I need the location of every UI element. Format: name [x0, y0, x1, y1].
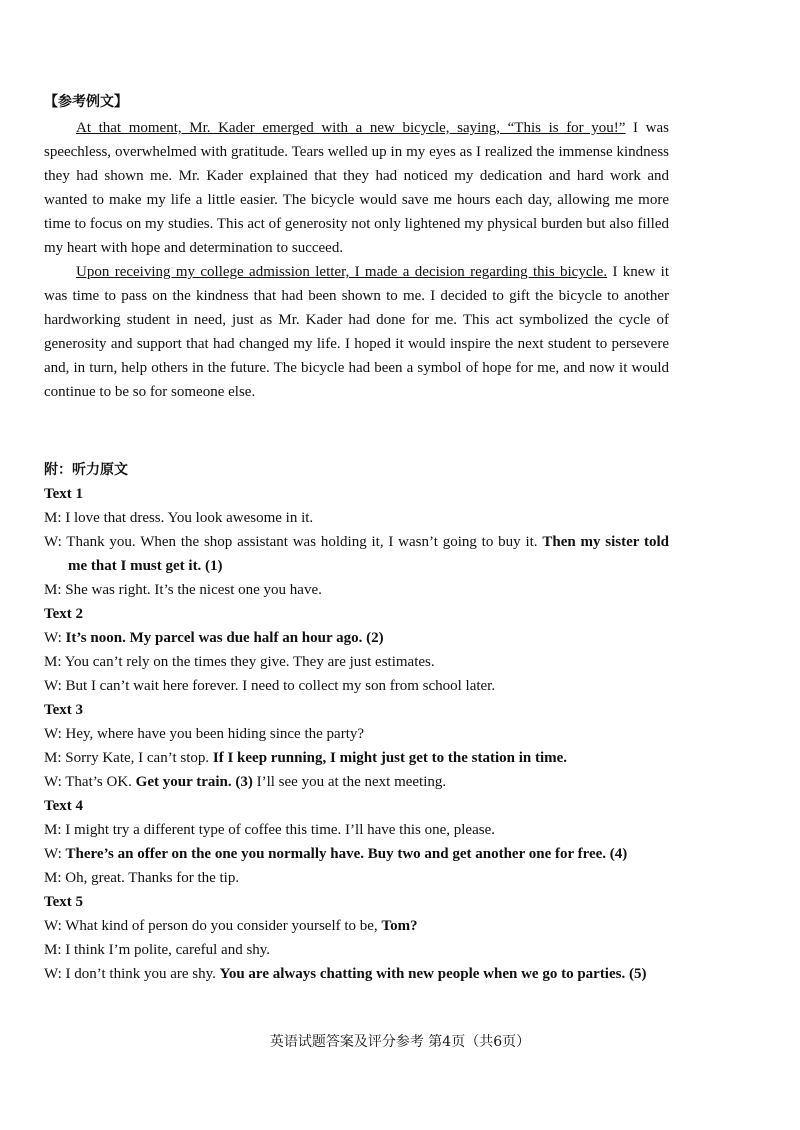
- dialogue-text: M: Sorry Kate, I can’t stop.: [44, 750, 213, 766]
- paragraph-1-body: I was speechless, overwhelmed with gratitude. Tears welled up in my eyes as I realized the immense kindness they had shown me. Mr. Kader explained that they had noticed my dedication and hard work and wanted to make my life a little easier. The bicycle would save me hours each day, allowing me more time to focus on my studies. This act of generosity not only lightened my physical burden but also filled my heart with hope and determination to succeed.: [44, 120, 669, 256]
- dialogue-text: W: What kind of person do you consider yourself to be,: [44, 918, 382, 934]
- dialogue-text: W: I don’t think you are shy.: [44, 966, 220, 982]
- answer-key-text: Get your train. (3): [135, 774, 253, 790]
- dialogue-line: [44, 770, 669, 794]
- dialogue-line: [44, 626, 669, 650]
- dialogue-line: [44, 530, 669, 578]
- dialogue-line: M: She was right. It’s the nicest one you have.: [44, 582, 322, 598]
- dialogue-text: W:: [44, 630, 66, 646]
- essay-paragraph-1: [44, 116, 669, 260]
- answer-key-text: You are always chatting with new people when we go to parties. (5): [219, 966, 647, 982]
- paragraph-1-opening: At that moment, Mr. Kader emerged with a new bicycle, saying, “This is for you!”: [76, 120, 626, 136]
- dialogue-line: W: Hey, where have you been hiding since the party?: [44, 726, 365, 742]
- text-3-label: Text 3: [44, 702, 84, 718]
- text-5-label: Text 5: [44, 894, 84, 910]
- key-sentence-text: Tom?: [381, 918, 418, 934]
- answer-key-text: There’s an offer on the one you normally have. Buy two and get another one for free. (4): [65, 846, 628, 862]
- text-2-label: Text 2: [44, 606, 84, 622]
- dialogue-text: I’ll see you at the next meeting.: [252, 774, 447, 790]
- dialogue-line: W: But I can’t wait here forever. I need to collect my son from school later.: [44, 678, 496, 694]
- dialogue-text: W: Thank you. When the shop assistant was holding it, I wasn’t going to buy it.: [44, 534, 543, 550]
- text-4-label: Text 4: [44, 798, 84, 814]
- transcript-title: 附：听力原文: [44, 462, 128, 478]
- key-sentence-text: If I keep running, I might just get to the station in time.: [212, 750, 568, 766]
- essay-paragraph-2: [44, 260, 669, 404]
- dialogue-line: M: I think I’m polite, careful and shy.: [44, 942, 271, 958]
- listening-transcript: [44, 458, 669, 986]
- paragraph-2-opening: Upon receiving my college admission letter, I made a decision regarding this bicycle.: [76, 264, 608, 280]
- dialogue-line: M: You can’t rely on the times they give. They are just estimates.: [44, 654, 435, 670]
- dialogue-line: [44, 962, 669, 986]
- reference-essay: [44, 92, 669, 404]
- dialogue-line: M: I love that dress. You look awesome in it.: [44, 510, 314, 526]
- dialogue-line: M: I might try a different type of coffee this time. I’ll have this one, please.: [44, 822, 495, 838]
- dialogue-line: M: Oh, great. Thanks for the tip.: [44, 870, 240, 886]
- reference-essay-title: 【参考例文】: [44, 94, 128, 110]
- dialogue-line: [44, 842, 669, 866]
- dialogue-text: W: That’s OK.: [44, 774, 136, 790]
- page-footer: 英语试题答案及评分参考 第4页（共6页）: [269, 1034, 531, 1050]
- dialogue-line: [44, 746, 669, 770]
- dialogue-line: [44, 914, 669, 938]
- dialogue-text: W:: [44, 846, 66, 862]
- text-1-label: Text 1: [44, 486, 84, 502]
- answer-key-text: Then my sister told me that I must get it. (1): [68, 534, 669, 574]
- answer-key-text: It’s noon. My parcel was due half an hour ago. (2): [65, 630, 384, 646]
- paragraph-2-body: I knew it was time to pass on the kindness that had been shown to me. I decided to gift the bicycle to another hardworking student in need, just as Mr. Kader had done for me. This act symbolized the cycle of generosity and support that had changed my life. I hoped it would inspire the next student to persevere and, in turn, help others in the future. The bicycle had been a symbol of hope for me, and now it would continue to be so for someone else.: [44, 264, 669, 400]
